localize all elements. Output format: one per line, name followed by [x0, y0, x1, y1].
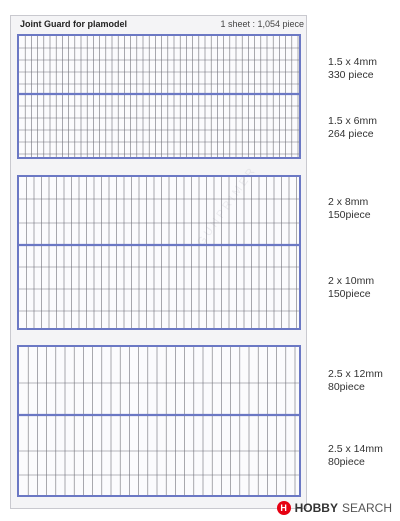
qty-text: 80piece: [328, 381, 365, 393]
guard-block-large: [17, 345, 301, 497]
strip-grid: [19, 347, 299, 495]
qty-text: 150piece: [328, 288, 371, 300]
qty-text: 150piece: [328, 209, 371, 221]
guard-block-small: [17, 34, 301, 159]
brand-name: HOBBY: [294, 501, 338, 515]
qty-text: 330 piece: [328, 69, 374, 81]
sheet-title: Joint Guard for plamodel: [20, 19, 128, 29]
strip-grid: [19, 177, 299, 328]
qty-text: 264 piece: [328, 128, 374, 140]
guard-block-medium: [17, 175, 301, 330]
size-text: 1.5 x 6mm: [328, 115, 378, 127]
size-label-1-5x4: [328, 56, 377, 82]
size-label-2x8: [328, 196, 371, 222]
size-text: 2 x 10mm: [328, 275, 375, 287]
size-label-2x10: [328, 275, 374, 301]
size-text: 1.5 x 4mm: [328, 56, 378, 68]
size-label-2-5x14: [328, 443, 383, 469]
strip-grid: [19, 36, 299, 157]
size-label-1-5x6: [328, 115, 377, 141]
qty-text: 80piece: [328, 456, 365, 468]
size-text: 2 x 8mm: [328, 196, 369, 208]
size-text: 2.5 x 14mm: [328, 443, 383, 455]
brand-mark-icon: H: [277, 501, 291, 515]
sheet-piece-count: 1 sheet : 1,054 piece: [220, 19, 304, 29]
hobby-search-logo: [277, 500, 392, 516]
size-label-2-5x12: [328, 368, 383, 394]
brand-suffix: SEARCH: [341, 501, 392, 515]
size-text: 2.5 x 12mm: [328, 368, 383, 380]
